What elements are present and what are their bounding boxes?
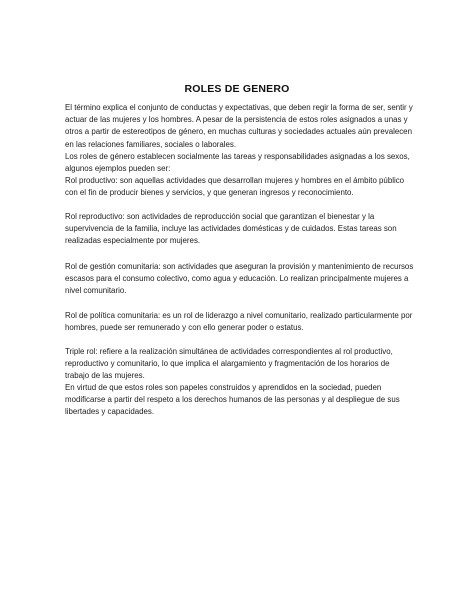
paragraph-conclusion: En virtud de que estos roles son papeles construidos y aprendidos en la sociedad, pueden modificarse a partir del respeto a los derechos humanos de las personas y al despliegue de sus libertades y capacidades. xyxy=(65,383,400,417)
paragraph-triple-rol: Triple rol: refiere a la realización simultánea de actividades correspondientes al rol productivo, reproductivo y comunitario, lo que implica el alargamiento y fragmentación de los horarios de trabajo de las mujeres. xyxy=(65,347,393,381)
document-title: ROLES DE GENERO xyxy=(184,83,290,95)
paragraph-gestion-comunitaria: Rol de gestión comunitaria: son actividades que aseguran la provisión y mantenimiento de recursos escasos para el consumo colectivo, como agua y educación. Lo realizan principalmente mujeres a nivel comunitario. xyxy=(65,262,414,296)
paragraph-rol-productivo: Rol productivo: son aquellas actividades que desarrollan mujeres y hombres en el ámbito público con el fin de producir bienes y servicios, y que generan ingresos y reconocimiento. xyxy=(65,176,405,198)
paragraph-politica-comunitaria: Rol de política comunitaria: es un rol de liderazgo a nivel comunitario, realizado particularmente por hombres, puede ser remunerado y con ello generar poder o estatus. xyxy=(65,311,413,333)
paragraph-intro: El término explica el conjunto de conductas y expectativas, que deben regir la forma de ser, sentir y actuar de las mujeres y los hombres. A pesar de la persistencia de estos roles asignados a unas y otros a partir de estereotipos de género, en muchas culturas y sociedades actuales aún prevalecen en las relaciones familiares, sociales o laborales. xyxy=(65,103,413,149)
paragraph-roles-intro: Los roles de género establecen socialmente las tareas y responsabilidades asignadas a los sexos, algunos ejemplos pueden ser: xyxy=(65,152,410,174)
paragraph-rol-reproductivo: Rol reproductivo: son actividades de reproducción social que garantizan el bienestar y la supervivencia de la familia, incluye las actividades domésticas y de cuidados. Estas tareas son realizadas especialmente por mujeres. xyxy=(65,212,397,246)
